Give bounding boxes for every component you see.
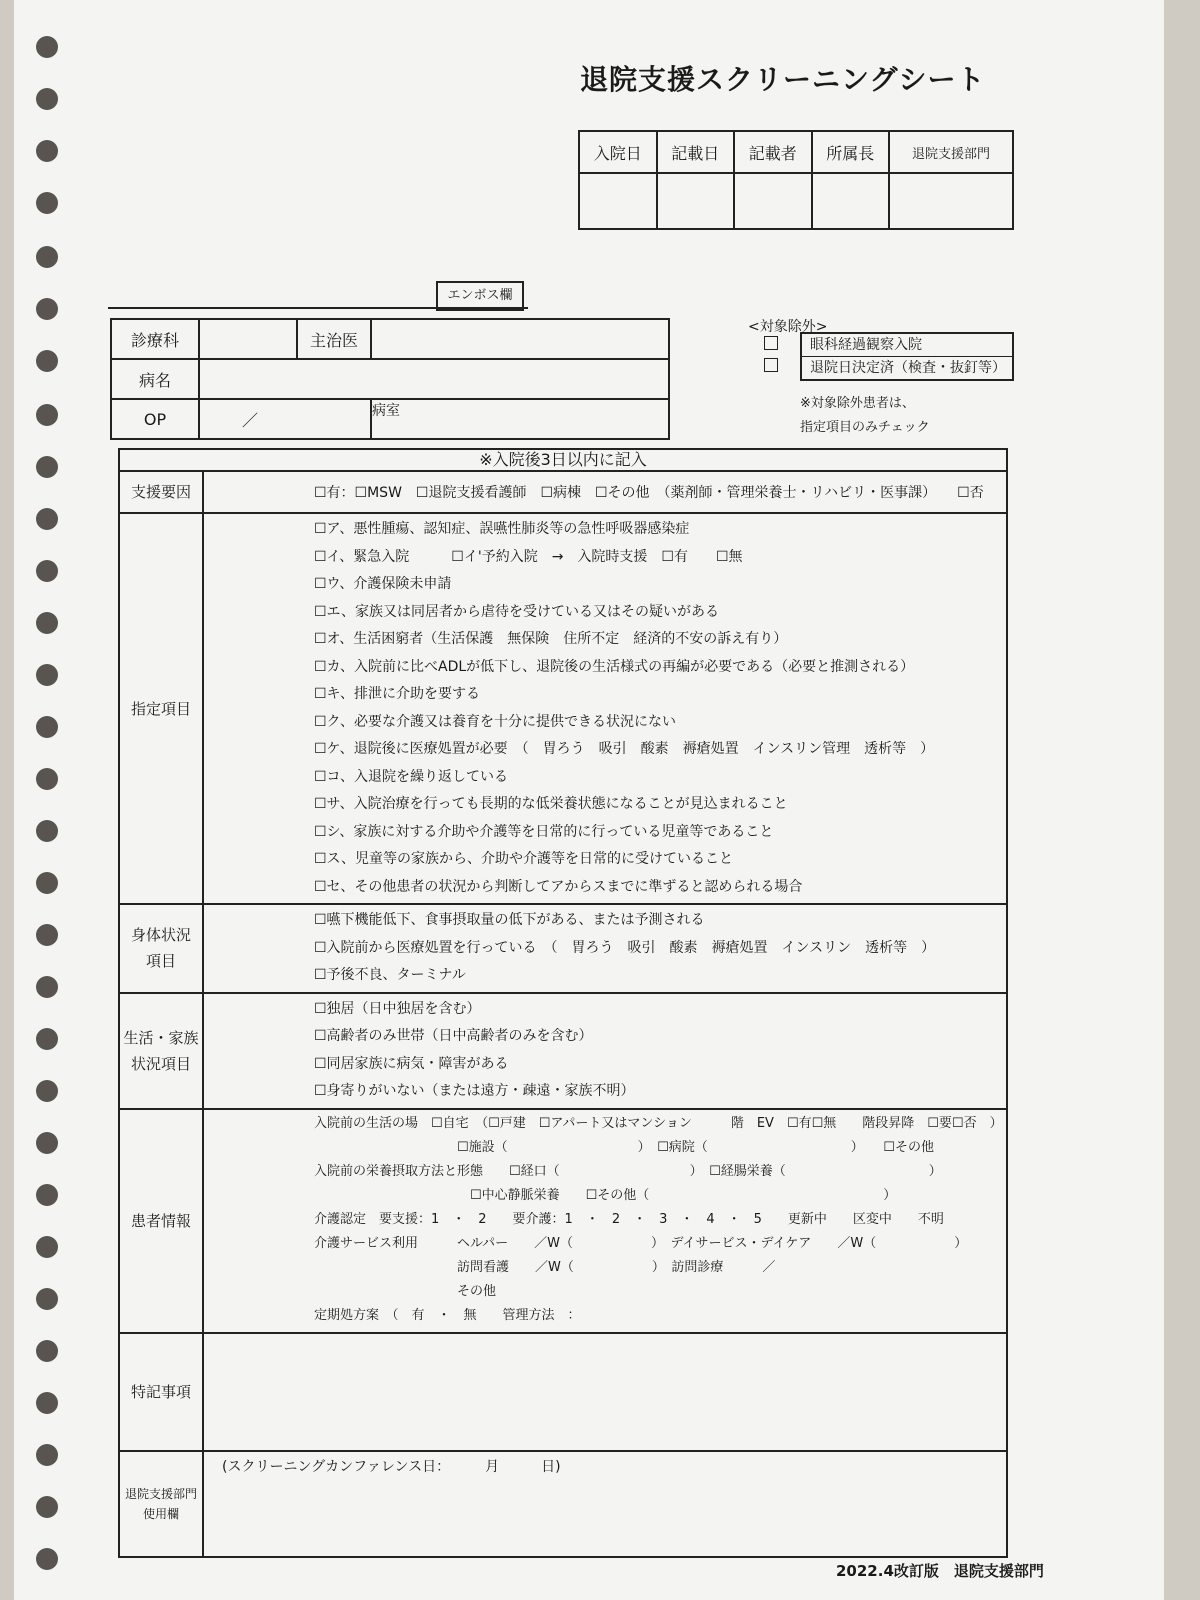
life-item[interactable]: ☐独居（日中独居を含む）: [314, 1000, 481, 1017]
punch-hole: [36, 1288, 58, 1310]
punch-hole: [36, 88, 58, 110]
punch-hole: [36, 1028, 58, 1050]
exclusion-item-ophthalmology: 眼科経過観察入院: [810, 337, 922, 353]
emboss-label: エンボス欄: [436, 281, 524, 311]
patient-info-line[interactable]: 入院前の栄養摂取方法と形態 ☐経口（ ） ☐経腸栄養（ ）: [314, 1163, 942, 1179]
punch-hole: [36, 1496, 58, 1518]
designated-item[interactable]: ☐サ、入院治療を行っても長期的な低栄養状態になることが見込まれること: [314, 796, 788, 812]
punch-hole: [36, 716, 58, 738]
punch-hole: [36, 768, 58, 790]
exclusion-note-line1: ※対象除外患者は、: [800, 396, 915, 411]
approval-table: [578, 130, 1014, 230]
physical-item[interactable]: ☐予後不良、ターミナル: [314, 967, 466, 983]
punch-hole: [36, 404, 58, 426]
physical-label-line1: 身体状況: [130, 926, 191, 945]
punch-hole: [36, 820, 58, 842]
physical-item[interactable]: ☐入院前から医療処置を行っている （ 胃ろう 吸引 酸素 褥瘡処置 インスリン 透析等 ）: [314, 939, 936, 956]
recorder-stamp-cell[interactable]: [734, 173, 812, 229]
department-field[interactable]: [199, 319, 297, 359]
designated-items-list: [203, 513, 1007, 904]
punch-hole: [36, 456, 58, 478]
punch-hole: [36, 192, 58, 214]
footer-revision: 2022.4改訂版 退院支援部門: [836, 1562, 1044, 1580]
punch-hole: [36, 1236, 58, 1258]
admission-date-stamp-cell[interactable]: [579, 173, 657, 229]
punch-hole: [36, 1444, 58, 1466]
designated-item[interactable]: ☐ア、悪性腫瘍、認知症、誤嚥性肺炎等の急性呼吸器感染症: [314, 521, 690, 537]
life-label-line2: 状況項目: [130, 1054, 191, 1073]
punch-hole: [36, 36, 58, 58]
patient-info-line[interactable]: 介護認定 要支援：1 ・ 2 要介護：1 ・ 2 ・ 3 ・ 4 ・ 5 更新中 区変中 不明: [314, 1211, 944, 1227]
entry-date-header: 記載日: [657, 131, 735, 173]
punch-hole: [36, 872, 58, 894]
dept-use-label-line2: 使用欄: [142, 1506, 179, 1521]
special-notes-label: 特記事項: [119, 1333, 203, 1451]
designated-item[interactable]: ☐セ、その他患者の状況から判断してアからスまでに準ずると認められる場合: [314, 878, 803, 895]
designated-item[interactable]: ☐カ、入院前に比べADLが低下し、退院後の生活様式の再編が必要である（必要と推測される）: [314, 658, 915, 675]
patient-info-list: [203, 1109, 1007, 1333]
manager-header: 所属長: [812, 131, 890, 173]
punch-hole: [36, 246, 58, 268]
punch-hole: [36, 298, 58, 320]
department-label: 診療科: [111, 319, 199, 359]
exclusion-note: [800, 392, 930, 440]
patient-info-table: [110, 318, 670, 440]
patient-info-line[interactable]: 入院前の生活の場 ☐自宅 （☐戸建 ☐アパート又はマンション 階 EV ☐有☐無 階段昇降 ☐要☐否 ）: [314, 1115, 1003, 1131]
page-title: 退院支援スクリーニングシート: [580, 63, 986, 96]
punch-hole: [36, 924, 58, 946]
punch-hole: [36, 350, 58, 372]
punch-hole: [36, 1340, 58, 1362]
op-field[interactable]: [199, 399, 371, 439]
punch-hole: [36, 140, 58, 162]
life-item[interactable]: ☐身寄りがいない（または遠方・疎遠・家族不明）: [314, 1083, 635, 1099]
emboss-divider: [108, 307, 528, 309]
physical-item[interactable]: ☐嚥下機能低下、食事摂取量の低下がある、または予測される: [314, 912, 705, 928]
special-notes-field[interactable]: [203, 1333, 1007, 1451]
room-field[interactable]: [371, 399, 669, 439]
discharge-dept-stamp-cell[interactable]: [889, 173, 1013, 229]
punch-hole: [36, 508, 58, 530]
diagnosis-field[interactable]: [199, 359, 669, 399]
designated-item[interactable]: ☐コ、入退院を繰り返している: [314, 768, 508, 785]
recorder-header: 記載者: [734, 131, 812, 173]
punch-hole: [36, 612, 58, 634]
designated-item[interactable]: ☐ケ、退院後に医療処置が必要 （ 胃ろう 吸引 酸素 褥瘡処置 インスリン管理 透析等 ）: [314, 741, 935, 757]
support-factor-options[interactable]: ☐有：☐MSW ☐退院支援看護師 ☐病棟 ☐その他 （薬剤師・管理栄養士・リハビリ・医事課） ☐否: [203, 471, 1007, 513]
life-label-line1: 生活・家族: [123, 1028, 199, 1047]
patient-info-line[interactable]: ☐中心静脈栄養 ☐その他（ ）: [314, 1187, 897, 1203]
punch-hole: [36, 560, 58, 582]
exclusion-header: <対象除外>: [748, 319, 828, 335]
entry-date-stamp-cell[interactable]: [657, 173, 735, 229]
manager-stamp-cell[interactable]: [812, 173, 890, 229]
conference-date-label: (スクリーニングカンファレンス日： 月 日): [222, 1458, 561, 1475]
diagnosis-label: 病名: [111, 359, 199, 399]
doctor-label: 主治医: [297, 319, 371, 359]
patient-info-line[interactable]: 介護サービス利用 ヘルパー ／W（ ） デイサービス・デイケア ／W（ ）: [314, 1235, 968, 1251]
punch-hole: [36, 976, 58, 998]
designated-items-label: 指定項目: [119, 513, 203, 904]
life-items-list: [203, 993, 1007, 1109]
punch-hole: [36, 1080, 58, 1102]
punch-hole: [36, 1548, 58, 1570]
designated-item[interactable]: ☐シ、家族に対する介助や介護等を日常的に行っている児童等であること: [314, 823, 774, 840]
op-slash: ／: [242, 410, 259, 430]
patient-info-line[interactable]: その他: [314, 1283, 497, 1299]
screening-form: [118, 448, 1008, 1558]
exclusion-checkbox-discharge-fixed[interactable]: [764, 358, 778, 372]
punch-hole: [36, 664, 58, 686]
dept-use-label-line1: 退院支援部門: [124, 1486, 197, 1501]
exclusion-item-discharge-fixed: 退院日決定済（検査・抜釘等）: [802, 356, 1012, 379]
designated-item[interactable]: ☐イ、緊急入院 ☐イ'予約入院 → 入院時支援 ☐有 ☐無: [314, 548, 743, 565]
support-factor-label: 支援要因: [119, 471, 203, 513]
patient-info-line[interactable]: 訪問看護 ／W（ ） 訪問診療 ／: [314, 1259, 776, 1275]
designated-item[interactable]: ☐キ、排泄に介助を要する: [314, 686, 480, 702]
designated-item[interactable]: ☐ウ、介護保険未申請: [314, 576, 452, 592]
patient-info-line[interactable]: 定期処方案 （ 有 ・ 無 管理方法 ：: [314, 1307, 581, 1323]
patient-info-label: 患者情報: [119, 1109, 203, 1333]
patient-info-line[interactable]: ☐施設（ ） ☐病院（ ） ☐その他: [314, 1139, 934, 1155]
designated-item[interactable]: ☐オ、生活困窮者（生活保護 無保険 住所不定 経済的不安の訴え有り）: [314, 631, 788, 647]
op-label: OP: [111, 399, 199, 439]
life-item[interactable]: ☐高齢者のみ世帯（日中高齢者のみを含む）: [314, 1028, 593, 1044]
doctor-field[interactable]: [371, 319, 669, 359]
designated-item[interactable]: ☐ス、児童等の家族から、介助や介護等を日常的に受けていること: [314, 851, 733, 867]
dept-use-label: [119, 1451, 203, 1557]
discharge-dept-header: 退院支援部門: [889, 131, 1013, 173]
room-label: 病室: [372, 403, 400, 419]
exclusion-note-line2: 指定項目のみチェック: [800, 420, 930, 435]
punch-hole: [36, 1132, 58, 1154]
designated-item[interactable]: ☐ク、必要な介護又は養育を十分に提供できる状況にない: [314, 713, 676, 730]
life-items-label: [119, 993, 203, 1109]
life-item[interactable]: ☐同居家族に病気・障害がある: [314, 1055, 509, 1072]
dept-use-field[interactable]: [203, 1451, 1007, 1557]
exclusion-box: [800, 332, 1014, 381]
admission-date-header: 入院日: [579, 131, 657, 173]
physical-label-line2: 項目: [145, 952, 176, 971]
punch-hole: [36, 1184, 58, 1206]
exclusion-checkbox-ophthalmology[interactable]: [764, 336, 778, 350]
physical-items-list: [203, 904, 1007, 993]
form-banner: ※入院後3日以内に記入: [119, 449, 1007, 471]
physical-items-label: [119, 904, 203, 993]
punch-hole: [36, 1392, 58, 1414]
designated-item[interactable]: ☐エ、家族又は同居者から虐待を受けている又はその疑いがある: [314, 603, 719, 620]
